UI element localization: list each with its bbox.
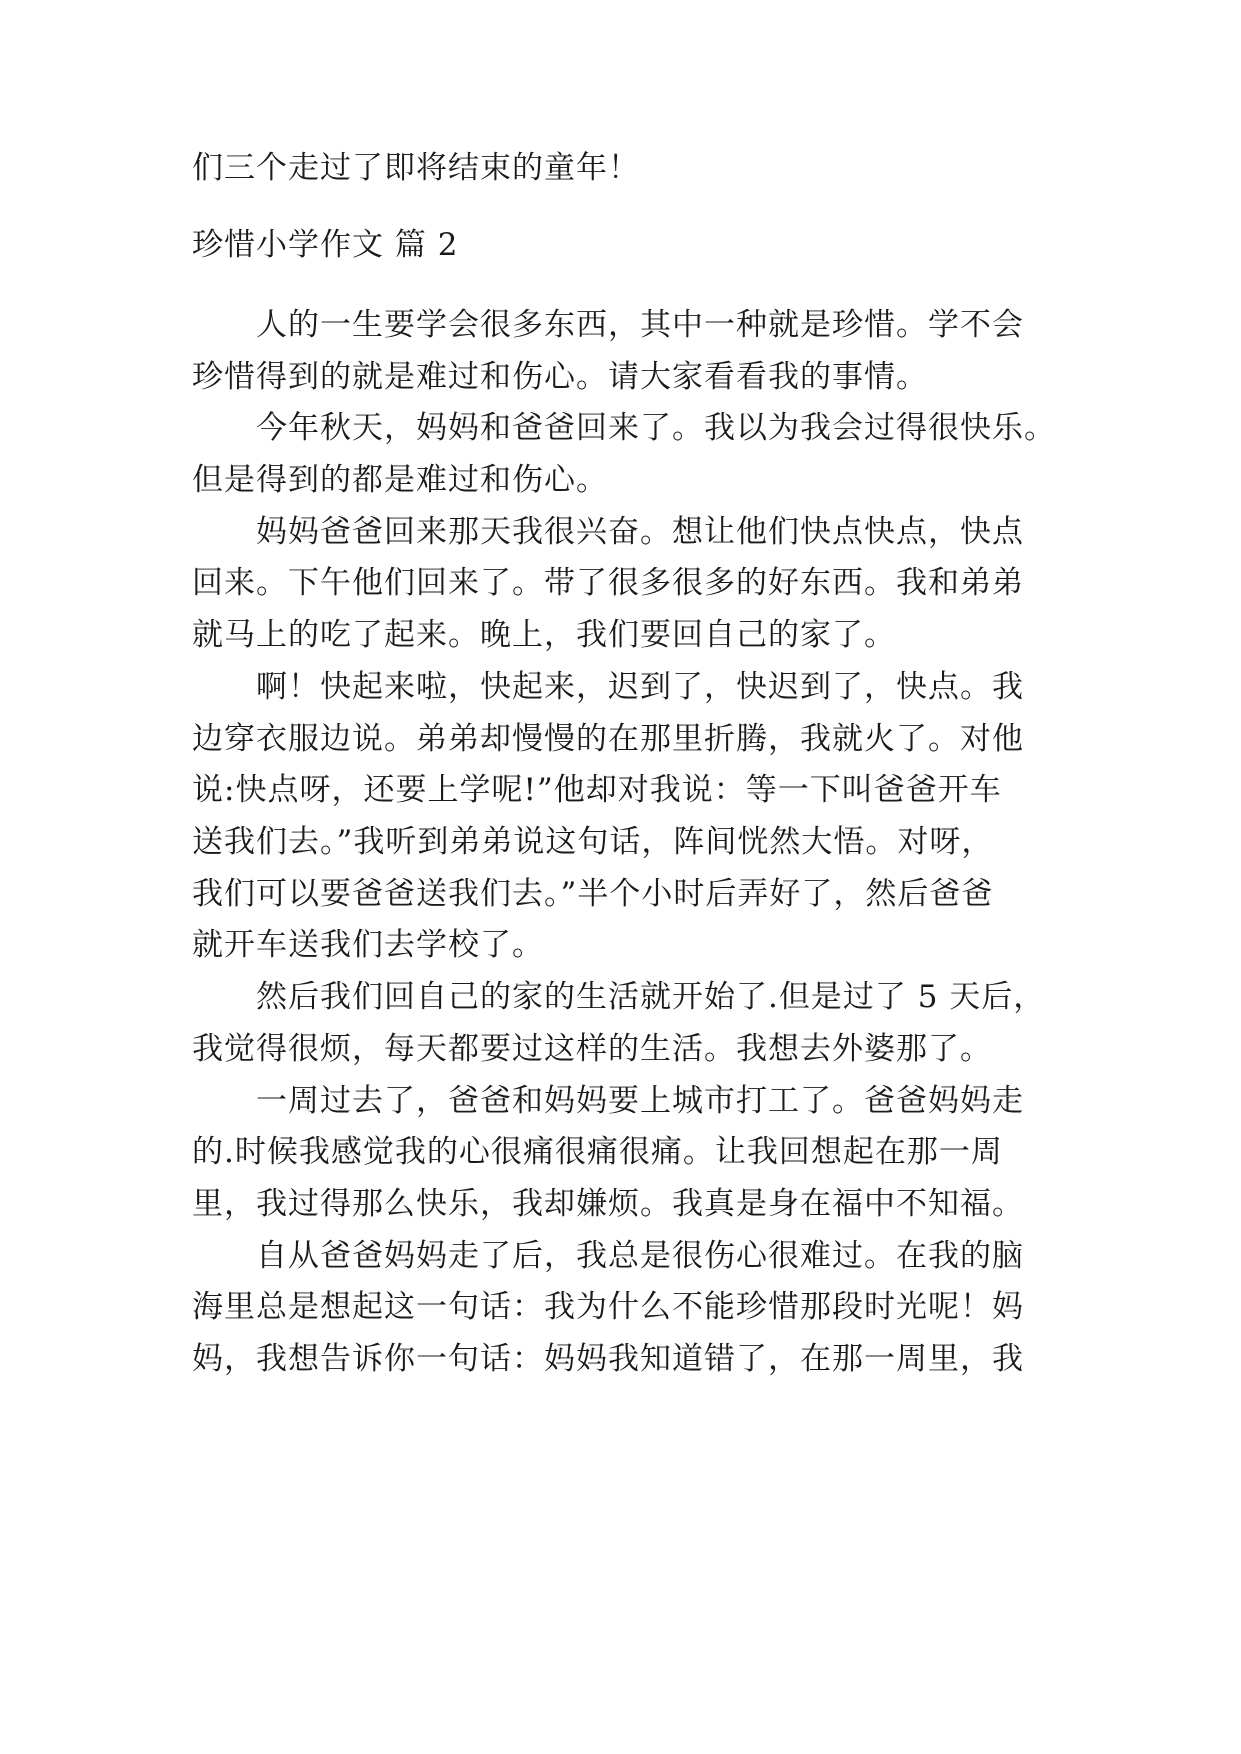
section-heading: 珍惜小学作文 篇 2 — [192, 227, 459, 263]
text-line-12: 说:快点呀，还要上学呢!”他却对我说：等一下叫爸爸开车 — [192, 772, 1002, 808]
text-line-11: 边穿衣服边说。弟弟却慢慢的在那里折腾，我就火了。对他 — [192, 721, 1024, 757]
text-line-9: 就马上的吃了起来。晚上，我们要回自己的家了。 — [192, 617, 896, 653]
text-line-22: 海里总是想起这一句话：我为什么不能珍惜那段时光呢！妈 — [192, 1289, 1024, 1325]
text-line-13: 送我们去。”我听到弟弟说这句话，阵间恍然大悟。对呀， — [192, 824, 994, 860]
text-line-14: 我们可以要爸爸送我们去。”半个小时后弄好了，然后爸爸 — [192, 876, 994, 912]
text-line-7: 妈妈爸爸回来那天我很兴奋。想让他们快点快点，快点 — [256, 514, 1024, 550]
text-line-8: 回来。下午他们回来了。带了很多很多的好东西。我和弟弟 — [192, 565, 1024, 601]
text-line-21: 自从爸爸妈妈走了后，我总是很伤心很难过。在我的脑 — [256, 1238, 1024, 1274]
text-line-16: 然后我们回自己的家的生活就开始了.但是过了 5 天后， — [256, 979, 1046, 1015]
text-line-17: 我觉得很烦，每天都要过这样的生活。我想去外婆那了。 — [192, 1031, 992, 1067]
text-line-19: 的.时候我感觉我的心很痛很痛很痛。让我回想起在那一周 — [192, 1134, 1003, 1170]
text-line-18: 一周过去了，爸爸和妈妈要上城市打工了。爸爸妈妈走 — [256, 1083, 1024, 1119]
text-line-15: 就开车送我们去学校了。 — [192, 927, 544, 963]
text-line-20: 里，我过得那么快乐，我却嫌烦。我真是身在福中不知福。 — [192, 1186, 1024, 1222]
text-line-23: 妈，我想告诉你一句话：妈妈我知道错了，在那一周里，我 — [192, 1341, 1024, 1377]
text-line-4: 珍惜得到的就是难过和伤心。请大家看看我的事情。 — [192, 359, 928, 395]
text-line-5: 今年秋天，妈妈和爸爸回来了。我以为我会过得很快乐。 — [256, 410, 1056, 446]
text-line-1: 们三个走过了即将结束的童年！ — [192, 150, 640, 186]
text-line-6: 但是得到的都是难过和伤心。 — [192, 462, 608, 498]
text-line-3: 人的一生要学会很多东西，其中一种就是珍惜。学不会 — [256, 307, 1024, 343]
text-line-10: 啊！快起来啦，快起来，迟到了，快迟到了，快点。我 — [256, 669, 1024, 705]
